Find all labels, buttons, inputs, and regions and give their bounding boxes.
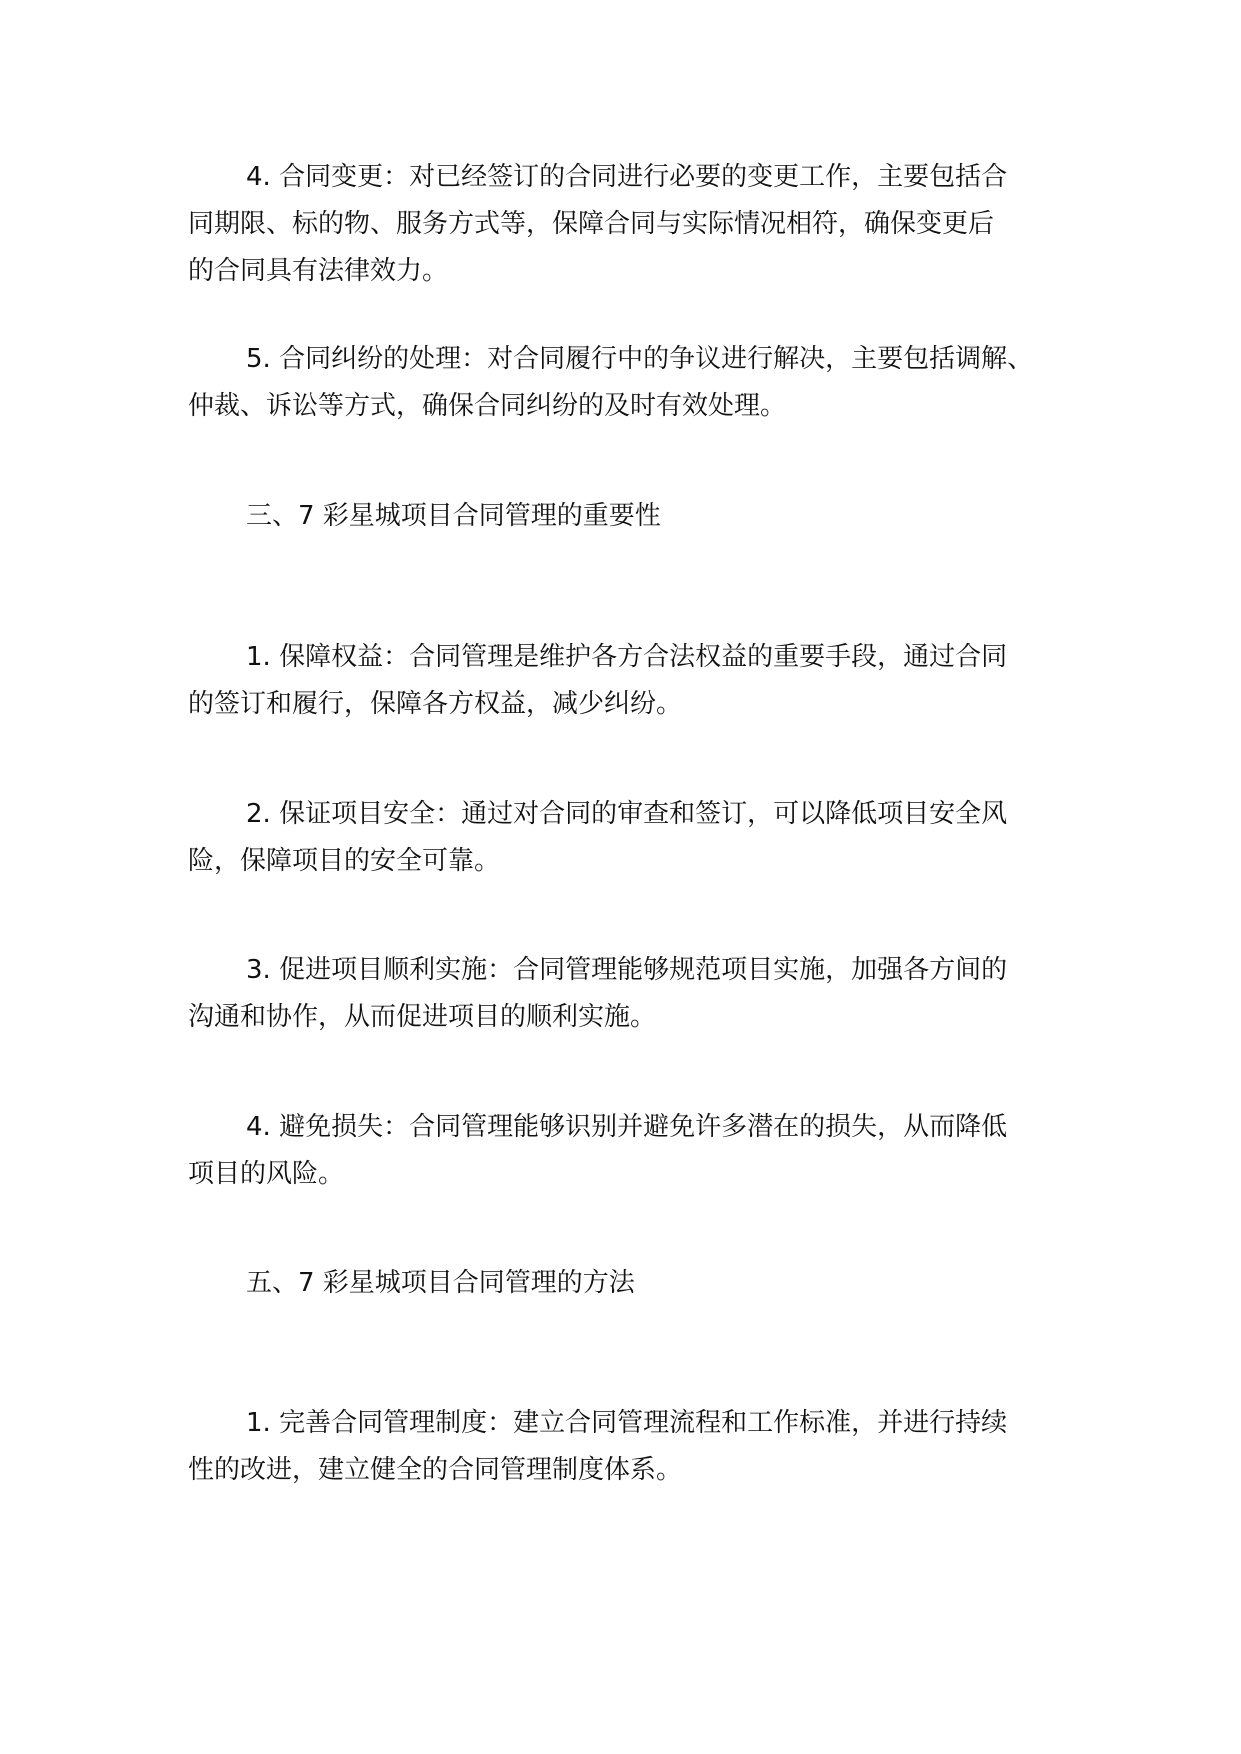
text-line: 2. 保证项目安全：通过对合同的审查和签订，可以降低项目安全风 xyxy=(246,799,1008,829)
text-line: 5. 合同纠纷的处理：对合同履行中的争议进行解决，主要包括调解、 xyxy=(246,344,1034,374)
text-line: 3. 促进项目顺利实施：合同管理能够规范项目实施，加强各方间的 xyxy=(246,955,1008,985)
text-line: 险，保障项目的安全可靠。 xyxy=(188,846,501,876)
text-line: 仲裁、诉讼等方式，确保合同纠纷的及时有效处理。 xyxy=(188,391,787,421)
section-heading-methods xyxy=(188,1260,1068,1307)
paragraph-avoid-losses xyxy=(188,1104,1068,1198)
text-line: 同期限、标的物、服务方式等，保障合同与实际情况相符，确保变更后 xyxy=(188,209,995,239)
text-line: 1. 保障权益：合同管理是维护各方合法权益的重要手段，通过合同 xyxy=(246,642,1008,672)
text-line: 的合同具有法律效力。 xyxy=(188,256,449,286)
text-line: 4. 避免损失：合同管理能够识别并避免许多潜在的损失，从而降低 xyxy=(246,1112,1008,1142)
text-line: 的签订和履行，保障各方权益，减少纠纷。 xyxy=(188,689,683,719)
text-line: 项目的风险。 xyxy=(188,1159,345,1189)
section-heading-importance xyxy=(188,493,1068,540)
paragraph-smooth-implementation xyxy=(188,947,1068,1041)
paragraph-project-safety xyxy=(188,791,1068,885)
text-line: 性的改进，建立健全的合同管理制度体系。 xyxy=(188,1455,683,1485)
text-line: 沟通和协作，从而促进项目的顺利实施。 xyxy=(188,1002,657,1032)
text-line: 1. 完善合同管理制度：建立合同管理流程和工作标准，并进行持续 xyxy=(246,1408,1008,1438)
paragraph-dispute-handling xyxy=(188,336,1068,430)
heading-line: 五、7 彩星城项目合同管理的方法 xyxy=(246,1268,635,1298)
paragraph-contract-change xyxy=(188,154,1068,295)
heading-line: 三、7 彩星城项目合同管理的重要性 xyxy=(246,501,661,531)
paragraph-improve-system xyxy=(188,1400,1068,1494)
text-line: 4. 合同变更：对已经签订的合同进行必要的变更工作，主要包括合 xyxy=(246,162,1008,192)
paragraph-protect-rights xyxy=(188,634,1068,728)
